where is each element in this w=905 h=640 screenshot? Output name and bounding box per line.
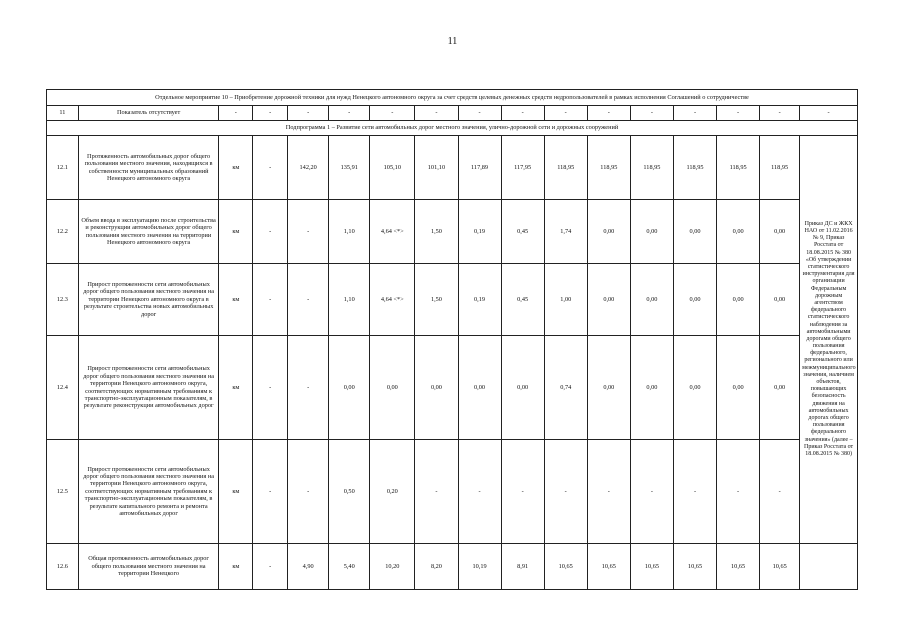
- row-value: 135,91: [329, 136, 370, 200]
- row-value: 0,19: [458, 200, 501, 264]
- indicator-cell: -: [253, 106, 288, 121]
- indicator-cell: -: [717, 106, 760, 121]
- table-row: [47, 336, 858, 440]
- row-name: Общая протяженность автомобильных дорог общего пользования местного значения на территории Ненецкого: [78, 544, 219, 590]
- row-value: 0,00: [760, 264, 800, 336]
- row-value: -: [253, 200, 288, 264]
- row-value: 117,95: [501, 136, 544, 200]
- row-value: -: [630, 440, 673, 544]
- row-name: Протяженность автомобильных дорог общего пользования местного значения, находящихся в собственности муниципальных образований Ненецкого автономного округа: [78, 136, 219, 200]
- row-value: 0,00: [370, 336, 415, 440]
- indicator-cell: -: [288, 106, 329, 121]
- row-value: 0,00: [458, 336, 501, 440]
- row-value: -: [253, 336, 288, 440]
- row-value: -: [717, 440, 760, 544]
- row-value: 118,95: [587, 136, 630, 200]
- row-value: -: [673, 440, 716, 544]
- table-row: [47, 264, 858, 336]
- row-value: -: [501, 440, 544, 544]
- row-value: 0,45: [501, 200, 544, 264]
- row-code: 12.1: [47, 136, 79, 200]
- row-value: 4,90: [288, 544, 329, 590]
- row-value: 0,00: [415, 336, 458, 440]
- row-value: 0,19: [458, 264, 501, 336]
- row-value: 0,00: [501, 336, 544, 440]
- row-value: 105,10: [370, 136, 415, 200]
- row-value: -: [587, 440, 630, 544]
- row-value: 10,65: [544, 544, 587, 590]
- row-value: -: [288, 336, 329, 440]
- source-note: Приказ ДС и ЖКХ НАО от 11.02.2016 № 9, Приказ Росстата от 18.08.2015 № 380 «Об утверждении статистического инструментария для организации Федеральным дорожным агентством федерального статистического наблюдения за автомобильными дорогами общего пользования федерального, регионального или межмуниципального значения, наличием объектов, повышающих безопасность движения на автомобильных дорогах общего пользования федерального значения» (далее – Приказ Росстата от 18.08.2015 № 380): [800, 136, 858, 544]
- row-value: 117,89: [458, 136, 501, 200]
- indicator-cell: -: [370, 106, 415, 121]
- table-row: [47, 544, 858, 590]
- row-value: -: [253, 136, 288, 200]
- row-value: -: [544, 440, 587, 544]
- row-value: -: [253, 264, 288, 336]
- row-value: 0,00: [587, 200, 630, 264]
- indicator-cell: -: [415, 106, 458, 121]
- table-row: [47, 136, 858, 200]
- event-row: [47, 90, 858, 106]
- row-value: 0,00: [630, 336, 673, 440]
- row-unit: км: [219, 264, 253, 336]
- indicator-cell: -: [800, 106, 858, 121]
- row-value: 10,65: [587, 544, 630, 590]
- indicator-cell: -: [587, 106, 630, 121]
- indicator-cell: -: [329, 106, 370, 121]
- row-value: 0,00: [760, 200, 800, 264]
- row-value: 1,00: [544, 264, 587, 336]
- row-value: 1,74: [544, 200, 587, 264]
- row-value: 10,65: [673, 544, 716, 590]
- row-value: 0,20: [370, 440, 415, 544]
- indicator-cell: -: [673, 106, 716, 121]
- row-value: 0,00: [717, 200, 760, 264]
- row-value: -: [288, 440, 329, 544]
- subprogram-row: [47, 121, 858, 136]
- row-value: 0,00: [587, 264, 630, 336]
- row-value: 118,95: [717, 136, 760, 200]
- row-unit: км: [219, 440, 253, 544]
- row-unit: км: [219, 136, 253, 200]
- row-value: 0,00: [760, 336, 800, 440]
- indicators-table: [46, 89, 858, 590]
- row-value: 1,10: [329, 200, 370, 264]
- row-value: -: [415, 440, 458, 544]
- row-value: 118,95: [673, 136, 716, 200]
- table-row: [47, 440, 858, 544]
- source-cell-empty: [800, 544, 858, 590]
- row-value: -: [288, 200, 329, 264]
- row-value: 1,50: [415, 200, 458, 264]
- subprogram-title: Подпрограмма 1 – Развитие сети автомобильных дорог местного значения, улично-дорожной сети и дорожных сооружений: [47, 121, 858, 136]
- row-unit: км: [219, 200, 253, 264]
- row-value: 101,10: [415, 136, 458, 200]
- row-code: 12.3: [47, 264, 79, 336]
- indicator-cell: -: [458, 106, 501, 121]
- row-value: 0,00: [717, 336, 760, 440]
- indicator-code: 11: [47, 106, 79, 121]
- row-value: 0,00: [329, 336, 370, 440]
- row-value: 142,20: [288, 136, 329, 200]
- indicator-name: Показатель отсутствует: [78, 106, 219, 121]
- row-value: 0,50: [329, 440, 370, 544]
- row-unit: км: [219, 544, 253, 590]
- row-value: 0,00: [587, 336, 630, 440]
- row-code: 12.5: [47, 440, 79, 544]
- indicator-cell: -: [501, 106, 544, 121]
- row-name: Прирост протяженности сети автомобильных дорог общего пользования местного значения на территории Ненецкого автономного округа, соответствующих нормативным требованиям к транспортно-эксплуатационным показателям, в результате капитального ремонта и ремонта автомобильных дорог: [78, 440, 219, 544]
- indicator-cell: -: [219, 106, 253, 121]
- row-value: -: [288, 264, 329, 336]
- row-value: 0,00: [673, 200, 716, 264]
- row-value: 1,50: [415, 264, 458, 336]
- row-value: 10,65: [760, 544, 800, 590]
- row-value: 0,00: [630, 200, 673, 264]
- row-unit: км: [219, 336, 253, 440]
- row-code: 12.4: [47, 336, 79, 440]
- row-name: Объем ввода в эксплуатацию после строительства и реконструкции автомобильных дорог общего пользования местного значения на территории Ненецкого автономного округа: [78, 200, 219, 264]
- row-value: 10,65: [717, 544, 760, 590]
- row-name: Прирост протяженности сети автомобильных дорог общего пользования местного значения на территории Ненецкого автономного округа в результате строительства новых автомобильных дорог: [78, 264, 219, 336]
- row-value: -: [253, 544, 288, 590]
- row-value: 0,45: [501, 264, 544, 336]
- row-value: 0,74: [544, 336, 587, 440]
- row-value: 0,00: [673, 336, 716, 440]
- row-value: -: [760, 440, 800, 544]
- row-value: 10,19: [458, 544, 501, 590]
- row-value: 118,95: [760, 136, 800, 200]
- row-code: 12.6: [47, 544, 79, 590]
- indicator-cell: -: [544, 106, 587, 121]
- indicator-cell: -: [760, 106, 800, 121]
- page-number: 11: [447, 36, 458, 47]
- row-name: Прирост протяженности сети автомобильных дорог общего пользования местного значения на территории Ненецкого автономного округа, соответствующих нормативным требованиям к транспортно-эксплуатационным показателям, в результате реконструкции автомобильных дорог: [78, 336, 219, 440]
- row-value: 10,20: [370, 544, 415, 590]
- row-value: 10,65: [630, 544, 673, 590]
- row-value: 0,00: [673, 264, 716, 336]
- indicator-cell: -: [630, 106, 673, 121]
- row-value: -: [458, 440, 501, 544]
- row-value: 4,64 <*>: [370, 200, 415, 264]
- row-value: 118,95: [630, 136, 673, 200]
- row-code: 12.2: [47, 200, 79, 264]
- row-value: 5,40: [329, 544, 370, 590]
- row-value: 4,64 <*>: [370, 264, 415, 336]
- event-title: Отдельное мероприятие 10 – Приобретение дорожной техники для нужд Ненецкого автономного округа за счет средств целевых денежных средств недропользователей в рамках исполнения Соглашений о сотрудничестве: [47, 90, 858, 106]
- indicator-row: [47, 106, 858, 121]
- table-row: [47, 200, 858, 264]
- row-value: 118,95: [544, 136, 587, 200]
- row-value: 0,00: [630, 264, 673, 336]
- row-value: 0,00: [717, 264, 760, 336]
- row-value: 1,10: [329, 264, 370, 336]
- row-value: 8,91: [501, 544, 544, 590]
- row-value: 8,20: [415, 544, 458, 590]
- row-value: -: [253, 440, 288, 544]
